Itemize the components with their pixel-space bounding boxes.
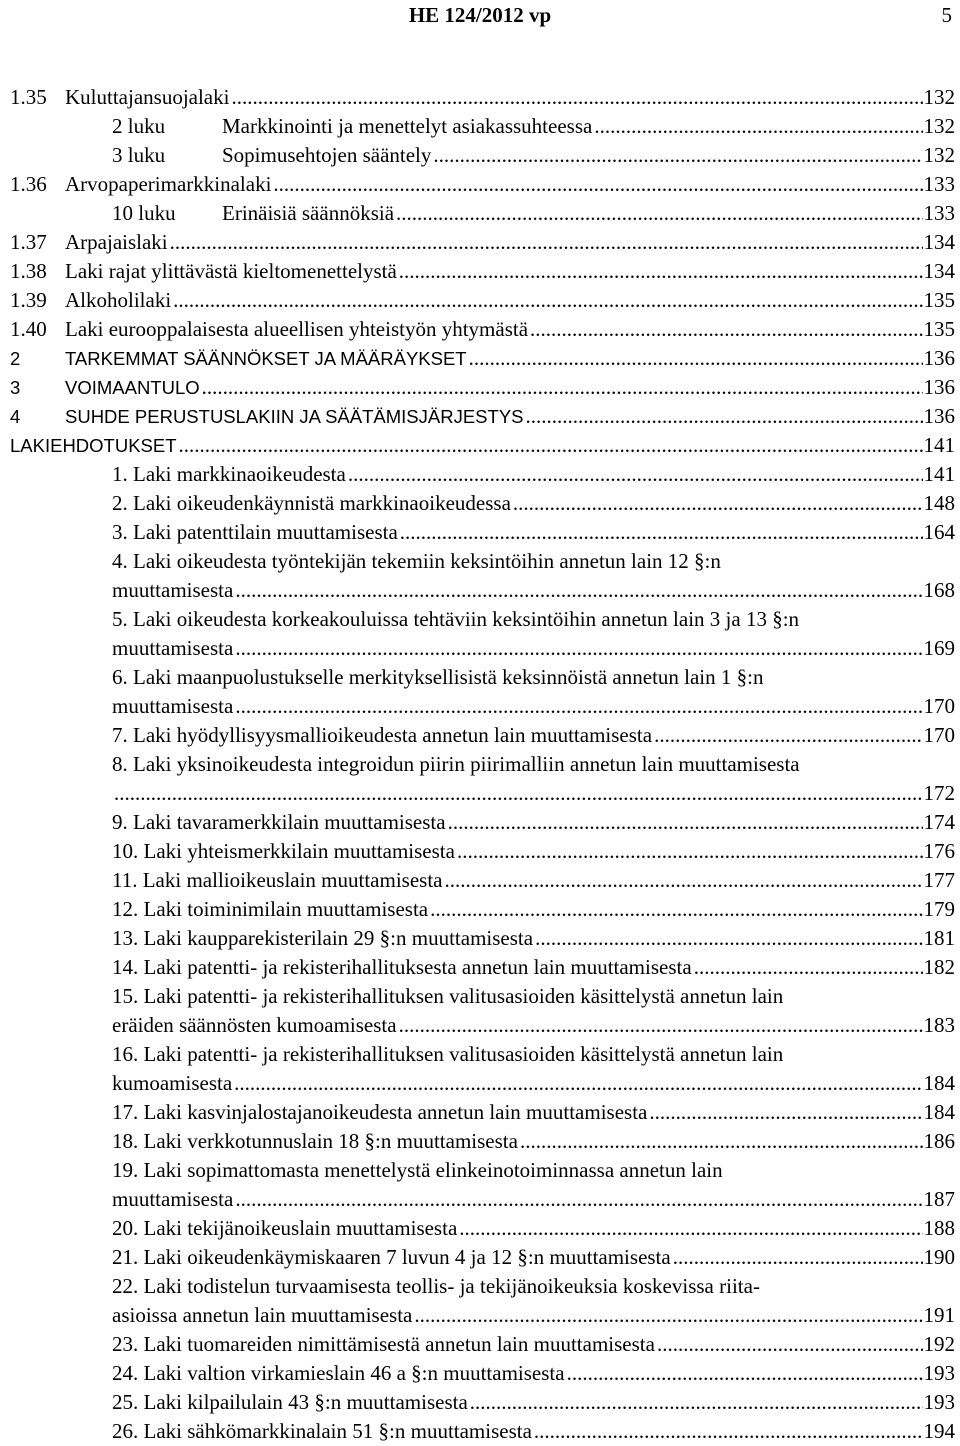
- toc-entry-page: 181: [923, 926, 955, 950]
- toc-entry-title: 18. Laki verkkotunnuslain 18 §:n muuttamisesta: [112, 1129, 518, 1153]
- toc-entry-page: 164: [923, 520, 955, 544]
- toc-entry-number: 3: [10, 377, 21, 398]
- toc-dot-leader: [179, 431, 923, 460]
- toc-entry-title: 19. Laki sopimattomasta menettelystä elinkeinotoiminnassa annetun lain: [112, 1158, 723, 1182]
- toc-entry-number: 2 luku: [112, 114, 166, 138]
- toc-entry-title: SUHDE PERUSTUSLAKIIN JA SÄÄTÄMISJÄRJESTYS: [65, 406, 524, 427]
- toc-entry-title-continued: muuttamisesta: [112, 636, 234, 660]
- toc-entry-number: 1.38: [10, 259, 47, 283]
- toc-entry-title: 9. Laki tavaramerkkilain muuttamisesta: [112, 810, 446, 834]
- toc-entry[interactable]: [10, 170, 955, 199]
- toc-entry-title: 15. Laki patentti- ja rekisterihallituksen valitusasioiden käsittelystä annetun lain: [112, 984, 784, 1008]
- toc-entry-title: Alkoholilaki: [65, 288, 172, 312]
- toc-dot-leader: [414, 1301, 922, 1330]
- toc-entry-page: 136: [923, 346, 955, 370]
- toc-entry[interactable]: [10, 866, 955, 895]
- toc-dot-leader: [170, 228, 923, 257]
- toc-entry[interactable]: [10, 518, 955, 547]
- toc-entry[interactable]: [10, 924, 955, 953]
- toc-entry-page: 168: [923, 578, 955, 602]
- toc-entry[interactable]: [10, 750, 955, 808]
- toc-dot-leader: [202, 373, 923, 402]
- toc-entry-title: 10. Laki yhteismerkkilain muuttamisesta: [112, 839, 455, 863]
- toc-entry-number: 1.39: [10, 288, 47, 312]
- toc-dot-leader: [231, 83, 922, 112]
- toc-entry[interactable]: [10, 1156, 955, 1214]
- toc-entry-page: 193: [923, 1390, 955, 1414]
- toc-entry-page: 134: [923, 259, 955, 283]
- toc-entry-title: 26. Laki sähkömarkkinalain 51 §:n muuttamisesta: [112, 1419, 532, 1443]
- toc-entry-number: 1.35: [10, 85, 47, 109]
- toc-entry-title: 24. Laki valtion virkamieslain 46 a §:n muuttamisesta: [112, 1361, 565, 1385]
- toc-entry-page: 177: [923, 868, 955, 892]
- toc-entry-title: 16. Laki patentti- ja rekisterihallituksen valitusasioiden käsittelystä annetun lain: [112, 1042, 784, 1066]
- toc-entry-page: 184: [923, 1071, 955, 1095]
- toc-entry-title: LAKIEHDOTUKSET: [10, 435, 177, 456]
- toc-entry-page: 186: [923, 1129, 955, 1153]
- toc-entry[interactable]: [10, 1214, 955, 1243]
- toc-entry-page: 141: [923, 462, 955, 486]
- toc-dot-leader: [430, 895, 922, 924]
- toc-entry-number: 10 luku: [112, 201, 176, 225]
- toc-dot-leader: [235, 1185, 922, 1214]
- toc-entry[interactable]: [10, 460, 955, 489]
- toc-dot-leader: [457, 837, 923, 866]
- toc-dot-leader: [535, 924, 922, 953]
- toc-entry-page: 133: [923, 201, 955, 225]
- toc-entry-page: 132: [923, 85, 955, 109]
- toc-entry[interactable]: [10, 1127, 955, 1156]
- toc-entry-number: 1.37: [10, 230, 47, 254]
- toc-entry[interactable]: [10, 83, 955, 112]
- toc-entry-page: 191: [923, 1303, 955, 1327]
- toc-entry-title: 17. Laki kasvinjalostajanoikeudesta annetun lain muuttamisesta: [112, 1100, 648, 1124]
- toc-entry-page: 132: [923, 143, 955, 167]
- toc-entry[interactable]: [10, 1040, 955, 1098]
- toc-entry[interactable]: [10, 1243, 955, 1272]
- toc-entry-page: 182: [923, 955, 955, 979]
- toc-entry-page: 176: [923, 839, 955, 863]
- toc-entry[interactable]: [10, 344, 955, 373]
- page-number: 5: [941, 3, 952, 27]
- toc-entry-number: 1.40: [10, 317, 47, 341]
- toc-entry-page: 136: [923, 375, 955, 399]
- toc-entry-title: TARKEMMAT SÄÄNNÖKSET JA MÄÄRÄYKSET: [65, 348, 467, 369]
- toc-entry-page: 170: [923, 723, 955, 747]
- toc-entry-page: 184: [923, 1100, 955, 1124]
- toc-entry-title: Arpajaislaki: [65, 230, 168, 254]
- toc-entry-title: 7. Laki hyödyllisyysmallioikeudesta annetun lain muuttamisesta: [112, 723, 653, 747]
- toc-dot-leader: [400, 518, 923, 547]
- toc-dot-leader: [594, 112, 922, 141]
- toc-dot-leader: [235, 576, 922, 605]
- toc-entry-page: 188: [923, 1216, 955, 1240]
- toc-entry-title: 1. Laki markkinaoikeudesta: [112, 462, 346, 486]
- toc-entry-page: 141: [923, 433, 955, 457]
- toc-dot-leader: [459, 1214, 922, 1243]
- toc-entry-page: 136: [923, 404, 955, 428]
- toc-entry-title: Arvopaperimarkkinalaki: [65, 172, 272, 196]
- toc-entry[interactable]: [10, 431, 955, 460]
- toc-dot-leader: [348, 460, 923, 489]
- toc-dot-leader: [433, 141, 922, 170]
- toc-entry-page: 135: [923, 288, 955, 312]
- toc-entry[interactable]: [10, 257, 955, 286]
- toc-entry[interactable]: [10, 1330, 955, 1359]
- toc-dot-leader: [448, 808, 923, 837]
- toc-entry-page: 170: [923, 694, 955, 718]
- toc-entry-title: 21. Laki oikeudenkäymiskaaren 7 luvun 4 ja 12 §:n muuttamisesta: [112, 1245, 671, 1269]
- toc-entry-page: 194: [923, 1419, 955, 1443]
- toc-entry[interactable]: [10, 1359, 955, 1388]
- toc-entry-title-continued: asioissa annetun lain muuttamisesta: [112, 1303, 413, 1327]
- toc-entry[interactable]: [10, 1388, 955, 1417]
- toc-entry[interactable]: [10, 373, 955, 402]
- toc-entry-title-continued: kumoamisesta: [112, 1071, 233, 1095]
- toc-entry[interactable]: [10, 663, 955, 721]
- toc-dot-leader: [235, 634, 922, 663]
- toc-entry-title: 3. Laki patenttilain muuttamisesta: [112, 520, 398, 544]
- toc-entry-title: 14. Laki patentti- ja rekisterihallituksesta annetun lain muuttamisesta: [112, 955, 692, 979]
- toc-entry-number: 4: [10, 406, 21, 427]
- toc-entry-title: Laki eurooppalaisesta alueellisen yhteistyön yhtymästä: [65, 317, 529, 341]
- toc-entry[interactable]: [10, 547, 955, 605]
- toc-entry-title: 5. Laki oikeudesta korkeakouluissa tehtäviin keksintöihin annetun lain 3 ja 13 §:n: [112, 607, 800, 631]
- toc-entry-title-continued: eräiden säännösten kumoamisesta: [112, 1013, 397, 1037]
- toc-entry-page: 190: [923, 1245, 955, 1269]
- toc-entry-page: 133: [923, 172, 955, 196]
- toc-entry-page: 132: [923, 114, 955, 138]
- toc-entry[interactable]: [10, 982, 955, 1040]
- toc-entry-number: 3 luku: [112, 143, 166, 167]
- toc-dot-leader: [469, 344, 923, 373]
- toc-entry-title: Markkinointi ja menettelyt asiakassuhteessa: [222, 114, 593, 138]
- toc-entry[interactable]: [10, 808, 955, 837]
- toc-entry-title: 6. Laki maanpuolustukselle merkityksellisistä keksinnöistä annetun lain 1 §:n: [112, 665, 764, 689]
- toc-dot-leader: [470, 1388, 923, 1417]
- toc-dot-leader: [173, 286, 922, 315]
- toc-dot-leader: [399, 257, 923, 286]
- toc-entry-page: 148: [923, 491, 955, 515]
- toc-dot-leader: [530, 315, 922, 344]
- toc-dot-leader: [694, 953, 923, 982]
- toc-dot-leader: [526, 402, 923, 431]
- toc-entry-page: 193: [923, 1361, 955, 1385]
- toc-entry-page: 174: [923, 810, 955, 834]
- toc-dot-leader: [396, 199, 922, 228]
- toc-dot-leader: [273, 170, 922, 199]
- toc-dot-leader: [114, 779, 923, 808]
- toc-entry-title: 13. Laki kaupparekisterilain 29 §:n muuttamisesta: [112, 926, 534, 950]
- toc-entry-page: 169: [923, 636, 955, 660]
- toc-entry[interactable]: [10, 286, 955, 315]
- toc-dot-leader: [534, 1417, 923, 1446]
- toc-entry-title: 11. Laki mallioikeuslain muuttamisesta: [112, 868, 443, 892]
- document-header-title: HE 124/2012 vp: [408, 3, 552, 27]
- toc-entry-page: 187: [923, 1187, 955, 1211]
- toc-dot-leader: [649, 1098, 922, 1127]
- toc-dot-leader: [520, 1127, 923, 1156]
- toc-entry-title: Kuluttajansuojalaki: [65, 85, 230, 109]
- toc-entry[interactable]: [10, 605, 955, 663]
- toc-entry-page: 192: [923, 1332, 955, 1356]
- toc-entry-page: 172: [923, 781, 955, 805]
- toc-entry[interactable]: [10, 1272, 955, 1330]
- toc-entry[interactable]: [10, 953, 955, 982]
- toc-dot-leader: [513, 489, 923, 518]
- toc-entry-title: 8. Laki yksinoikeudesta integroidun piirin piirimalliin annetun lain muuttamisesta: [112, 752, 800, 776]
- toc-entry[interactable]: [10, 721, 955, 750]
- toc-dot-leader: [654, 721, 922, 750]
- toc-entry[interactable]: [10, 837, 955, 866]
- toc-entry-page: 179: [923, 897, 955, 921]
- toc-entry-title: VOIMAANTULO: [65, 377, 200, 398]
- toc-entry[interactable]: [10, 228, 955, 257]
- toc-dot-leader: [567, 1359, 923, 1388]
- toc-entry[interactable]: [10, 489, 955, 518]
- toc-entry-number: 1.36: [10, 172, 47, 196]
- toc-entry[interactable]: [10, 141, 955, 170]
- toc-entry-title: 20. Laki tekijänoikeuslain muuttamisesta: [112, 1216, 458, 1240]
- toc-entry-title: Erinäisiä säännöksiä: [222, 201, 395, 225]
- toc-entry[interactable]: [10, 112, 955, 141]
- toc-entry-title: 25. Laki kilpailulain 43 §:n muuttamisesta: [112, 1390, 468, 1414]
- toc-dot-leader: [235, 692, 922, 721]
- toc-entry[interactable]: [10, 895, 955, 924]
- toc-entry-page: 135: [923, 317, 955, 341]
- toc-dot-leader: [234, 1069, 922, 1098]
- toc-entry-title: Sopimusehtojen sääntely: [222, 143, 432, 167]
- toc-entry-title: Laki rajat ylittävästä kieltomenettelystä: [65, 259, 397, 283]
- toc-entry[interactable]: [10, 199, 955, 228]
- toc-entry-title: 22. Laki todistelun turvaamisesta teollis- ja tekijänoikeuksia koskevissa riita-: [112, 1274, 760, 1298]
- toc-entry-title-continued: muuttamisesta: [112, 1187, 234, 1211]
- toc-entry-title: 4. Laki oikeudesta työntekijän tekemiin keksintöihin annetun lain 12 §:n: [112, 549, 721, 573]
- toc-dot-leader: [445, 866, 923, 895]
- toc-entry-title: 12. Laki toiminimilain muuttamisesta: [112, 897, 429, 921]
- toc-entry[interactable]: [10, 315, 955, 344]
- toc-entry-number: 2: [10, 348, 21, 369]
- toc-entry-title: 23. Laki tuomareiden nimittämisestä annetun lain muuttamisesta: [112, 1332, 655, 1356]
- toc-entry-title-continued: muuttamisesta: [112, 578, 234, 602]
- toc-entry-page: 134: [923, 230, 955, 254]
- toc-entry-page: 183: [923, 1013, 955, 1037]
- toc-entry[interactable]: [10, 1417, 955, 1446]
- toc-entry-title-continued: muuttamisesta: [112, 694, 234, 718]
- toc-entry[interactable]: [10, 402, 955, 431]
- toc-entry[interactable]: [10, 1098, 955, 1127]
- table-of-contents: [10, 83, 955, 1446]
- toc-dot-leader: [657, 1330, 923, 1359]
- toc-dot-leader: [673, 1243, 923, 1272]
- toc-dot-leader: [399, 1011, 923, 1040]
- toc-entry-title: 2. Laki oikeudenkäynnistä markkinaoikeudessa: [112, 491, 511, 515]
